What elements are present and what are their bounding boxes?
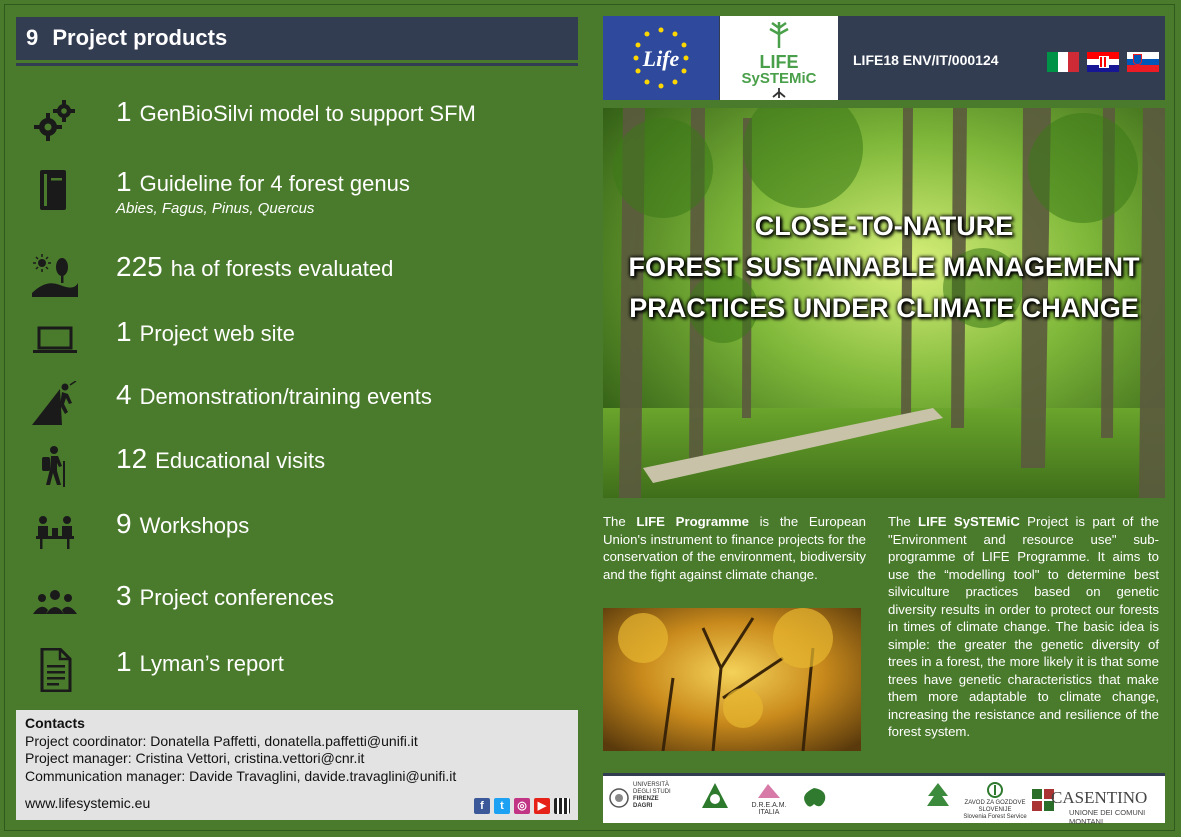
header-rule [16, 63, 578, 66]
facebook-icon[interactable]: f [474, 798, 490, 814]
instagram-icon[interactable]: ◎ [514, 798, 530, 814]
text-rest: Project is part of the "Environment and resource use" sub-programme of LIFE Programme. It aims to use the “modelling tool" to determine best silviculture practices based on genetic diversity results in order to protect our forests in times of climate change. The basic idea is simple: the greater the genetic diversity of trees in a forest, the more likely it is that some trees have genetic characteristics that make them more adaptable to climate change, increasing the resistance and resilience of the forest system. [888, 514, 1159, 739]
hero-title-line: CLOSE-TO-NATURE [754, 211, 1014, 241]
product-count: 1 [116, 646, 132, 677]
product-label: Workshops [139, 513, 250, 538]
autumn-forest-photo [603, 608, 861, 751]
document-icon [32, 648, 78, 692]
twitter-icon[interactable]: t [494, 798, 510, 814]
zavod-za-gozdove-logo [955, 782, 1035, 818]
unifi-line: DEGLI STUDI [633, 789, 671, 795]
project-code: LIFE18 ENV/IT/000124 [853, 52, 999, 68]
qr-code-icon[interactable] [554, 798, 570, 814]
italy-flag-icon[interactable] [1047, 52, 1079, 72]
life-programme-text [603, 513, 866, 583]
dream-logo [749, 782, 789, 818]
product-count: 1 [116, 316, 132, 347]
zavod-line: ZAVOD ZA GOZDOVE [964, 800, 1026, 806]
regional-park-logo [799, 782, 889, 818]
social-icons [474, 798, 570, 814]
product-item [16, 90, 576, 146]
product-label: ha of forests evaluated [170, 256, 394, 281]
logo-line2: SySTEMiC [741, 70, 817, 87]
eu-logo-text: Life [642, 46, 680, 71]
product-item [16, 310, 576, 366]
text-bold: LIFE SySTEMiC [918, 514, 1020, 529]
top-bar [603, 16, 1165, 100]
product-label: Guideline for 4 forest genus [139, 171, 410, 196]
gears-icon [32, 98, 78, 142]
product-item [16, 502, 576, 558]
hero-title [603, 206, 1165, 329]
unifi-logo [609, 782, 679, 818]
product-label: Project conferences [139, 585, 335, 610]
book-icon [32, 168, 78, 212]
slovenia-flag-icon[interactable] [1127, 52, 1159, 72]
casentino-sublabel: UNIONE DEI COMUNI MONTANI [1069, 808, 1146, 826]
climber-icon [32, 381, 78, 425]
contact-line: Project coordinator: Donatella Paffetti, donatella.paffetti@unifi.it [25, 732, 418, 749]
product-label: GenBioSilvi model to support SFM [139, 101, 476, 126]
product-item [16, 437, 576, 493]
youtube-icon[interactable]: ▶ [534, 798, 550, 814]
section-header [16, 17, 578, 60]
text-bold: LIFE Programme [636, 514, 749, 529]
product-item [16, 640, 576, 696]
text-rest: is the European Union's instrument to finance projects for the conservation of the environment, biodiversity and the fight against climate change. [603, 514, 867, 582]
section-title: Project products [52, 25, 228, 50]
text-lead: The [603, 514, 637, 529]
hero-title-line: PRACTICES UNDER CLIMATE CHANGE [629, 293, 1139, 323]
product-label: Project web site [139, 321, 295, 346]
life-systemic-text [888, 513, 1159, 741]
product-count: 225 [116, 251, 163, 282]
text-lead: The [888, 514, 919, 529]
group-icon [32, 582, 78, 626]
product-count: 3 [116, 580, 132, 611]
laptop-icon [32, 318, 78, 362]
forest-hero-image [603, 108, 1165, 498]
product-count: 4 [116, 379, 132, 410]
partner-logos-bar [603, 773, 1165, 826]
product-count: 1 [116, 96, 132, 127]
unifi-line: DAGRI [633, 803, 653, 809]
product-item [16, 245, 576, 301]
unifi-line: FIRENZE [633, 796, 659, 802]
eu-life-logo [603, 16, 719, 100]
product-item [16, 574, 576, 630]
product-sublabel: Abies, Fagus, Pinus, Quercus [116, 200, 315, 217]
contact-line: Project manager: Cristina Vettori, cristina.vettori@cnr.it [25, 750, 365, 766]
product-item [16, 160, 576, 216]
website-link[interactable]: www.lifesystemic.eu [25, 794, 151, 811]
product-count: 1 [116, 166, 132, 197]
zavod-line: SLOVENIJE [978, 807, 1012, 813]
product-label: Educational visits [155, 448, 326, 473]
life-systemic-logo [720, 16, 838, 100]
contact-line: Communication manager: Davide Travaglini, davide.travaglini@unifi.it [25, 767, 457, 784]
zavod-line: Slovenia Forest Service [963, 814, 1027, 820]
unifi-line: UNIVERSITÀ [633, 782, 670, 788]
hero-title-line: FOREST SUSTAINABLE MANAGEMENT [628, 252, 1140, 282]
product-count: 9 [116, 508, 132, 539]
contacts-box [16, 710, 578, 820]
product-item [16, 373, 576, 429]
logo-line1: LIFE [759, 52, 799, 72]
product-label: Demonstration/training events [139, 384, 432, 409]
contacts-title: Contacts [25, 715, 85, 731]
croatia-flag-icon[interactable] [1087, 52, 1119, 72]
dream-label: D.R.E.A.M. [751, 802, 787, 809]
product-label: Lyman’s report [139, 651, 284, 676]
casentino-label: CASENTINO [1051, 788, 1148, 807]
meeting-table-icon [32, 510, 78, 554]
cnr-ibbr-logo [695, 782, 735, 818]
section-number: 9 [26, 25, 39, 50]
dream-sublabel: ITALIA [758, 809, 780, 816]
forest-landscape-icon [32, 253, 78, 297]
product-count: 12 [116, 443, 148, 474]
hiker-icon [32, 445, 78, 489]
